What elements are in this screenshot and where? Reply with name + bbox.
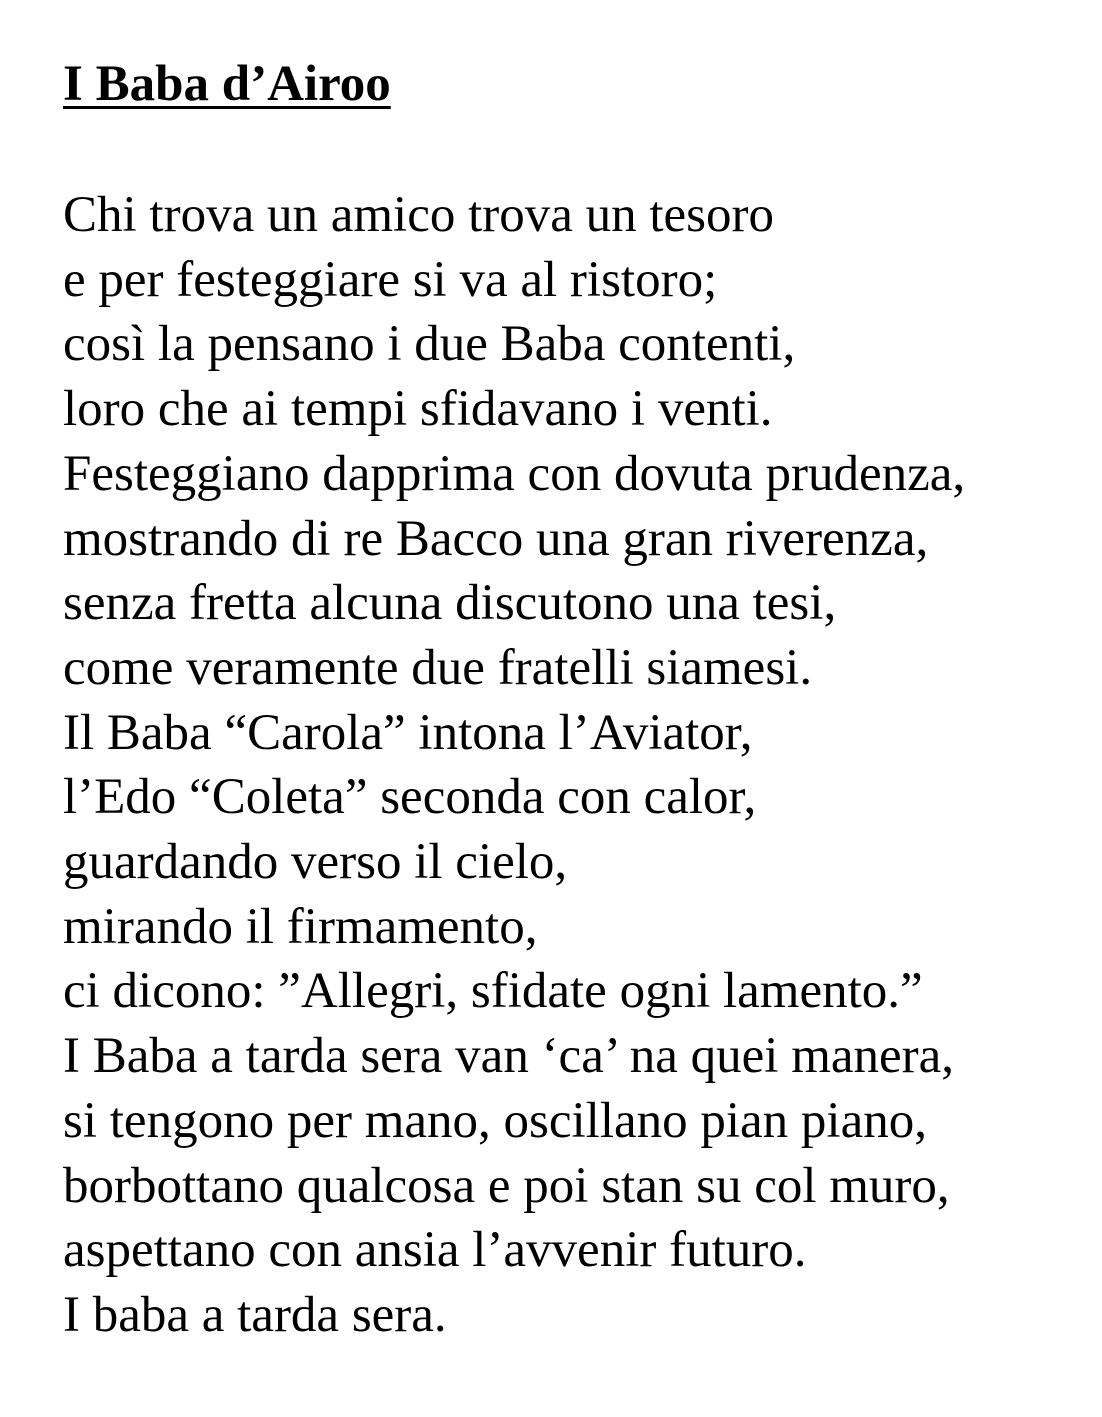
poem-line: si tengono per mano, oscillano pian piano, [63, 1092, 927, 1149]
poem-line: e per festeggiare si va al ristoro; [63, 251, 718, 308]
poem-line: senza fretta alcuna discutono una tesi, [63, 575, 837, 632]
poem-line: loro che ai tempi sfidavano i venti. [63, 381, 773, 438]
poem-line: I baba a tarda sera. [63, 1286, 447, 1343]
poem-line: I Baba a tarda sera van ‘ca’ na quei manera, [63, 1028, 955, 1085]
poem-line: mirando il firmamento, [63, 898, 538, 955]
poem-line: Festeggiano dapprima con dovuta prudenza, [63, 445, 966, 502]
poem-line: guardando verso il cielo, [63, 834, 568, 891]
document-page [63, 52, 1083, 1348]
poem-line: Chi trova un amico trova un tesoro [63, 187, 775, 243]
poem-line: l’Edo “Coleta” seconda con calor, [63, 769, 757, 826]
poem-line: borbottano qualcosa e poi stan su col muro, [63, 1157, 950, 1214]
poem-line: Il Baba “Carola” intona l’Aviator, [63, 704, 753, 761]
poem-title: I Baba d’Airoo [63, 56, 391, 112]
poem-body [63, 183, 1083, 1348]
poem-line: ci dicono: ”Allegri, sfidate ogni lamento.” [63, 963, 923, 1020]
poem-line: aspettano con ansia l’avvenir futuro. [63, 1222, 807, 1279]
poem-line: come veramente due fratelli siamesi. [63, 639, 813, 696]
poem-line: mostrando di re Bacco una gran riverenza, [63, 510, 929, 567]
poem-line: così la pensano i due Baba contenti, [63, 316, 796, 373]
